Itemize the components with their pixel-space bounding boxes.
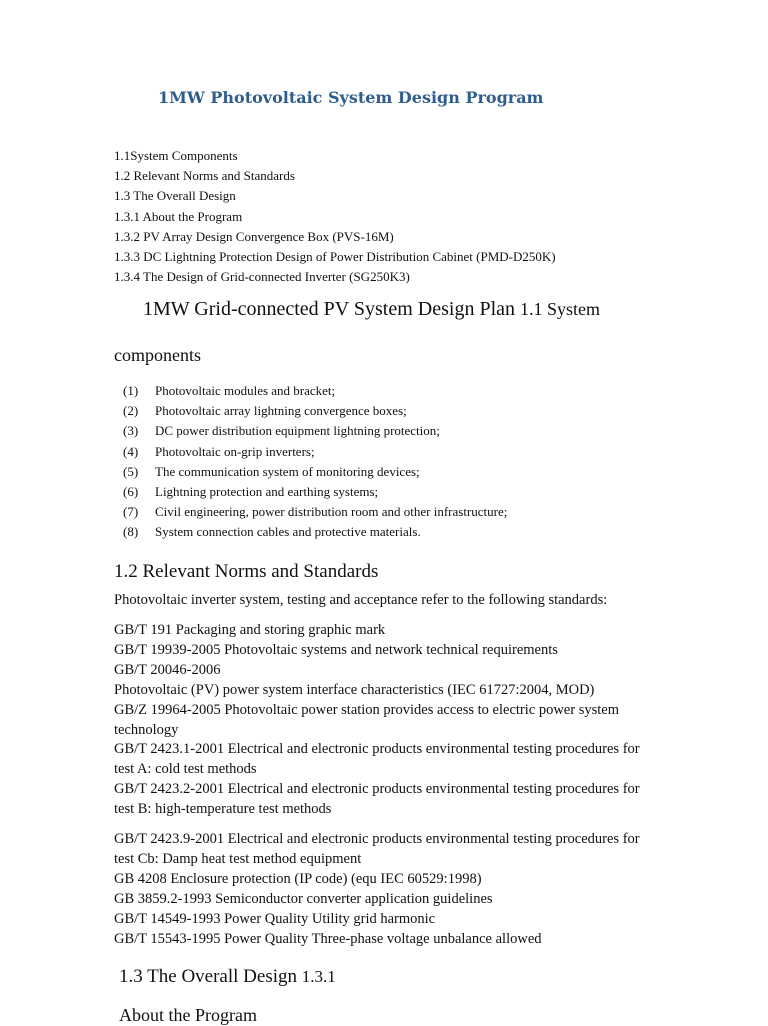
list-item	[123, 381, 507, 401]
toc-item: 1.1System Components	[114, 148, 238, 163]
document-title: 1MW Photovoltaic System Design Program	[158, 88, 544, 107]
plan-heading-sub: 1.1 System	[520, 299, 601, 319]
table-of-contents	[114, 146, 556, 287]
list-item-number: (4)	[123, 443, 139, 459]
plan-heading-continuation: components	[114, 345, 201, 365]
plan-heading-main: 1MW Grid-connected PV System Design Plan	[143, 298, 521, 320]
list-item	[123, 462, 507, 482]
list-item-text: DC power distribution equipment lightning protection;	[155, 423, 440, 439]
standard-item: GB/T 2423.9-2001 Electrical and electronic products environmental testing procedures for test Cb: Damp heat test method equipment	[114, 831, 640, 867]
standard-item: GB 3859.2-1993 Semiconductor converter application guidelines	[114, 890, 493, 907]
list-item-number: (1)	[123, 383, 139, 398]
list-item	[123, 442, 507, 462]
standard-item: GB/T 19939-2005 Photovoltaic systems and network technical requirements	[114, 641, 558, 658]
toc-item: 1.3 The Overall Design	[114, 188, 236, 204]
standard-item: GB/T 2423.2-2001 Electrical and electronic products environmental testing procedures for test B: high-temperature test methods	[114, 781, 640, 818]
section-heading-sub: 1.3.1	[301, 967, 336, 986]
list-item-number: (5)	[123, 463, 139, 479]
list-item	[123, 502, 507, 522]
plan-heading	[143, 298, 600, 321]
toc-item: 1.2 Relevant Norms and Standards	[114, 168, 295, 184]
section-heading: 1.2 Relevant Norms and Standards	[114, 561, 379, 582]
section-intro: Photovoltaic inverter system, testing and acceptance refer to the following standards:	[114, 592, 608, 608]
standards-list	[114, 621, 654, 950]
toc-item: 1.3.2 PV Array Design Convergence Box (PVS-16M)	[114, 228, 394, 244]
toc-item: 1.3.4 The Design of Grid-connected Inverter (SG250K3)	[114, 269, 410, 285]
list-item-text: The communication system of monitoring devices;	[155, 463, 420, 479]
standard-item: GB/Z 19964-2005 Photovoltaic power station provides access to electric power system technology	[114, 701, 619, 738]
list-item-number: (2)	[123, 403, 139, 419]
list-item-number: (8)	[123, 524, 139, 540]
list-item-number: (6)	[123, 484, 139, 500]
section-heading-main: 1.3 The Overall Design	[119, 966, 302, 987]
subsection-heading: About the Program	[119, 1005, 257, 1025]
toc-item: 1.3.1 About the Program	[114, 208, 243, 224]
list-item-number: (3)	[123, 423, 139, 439]
standard-item: Photovoltaic (PV) power system interface characteristics (IEC 61727:2004, MOD)	[114, 681, 595, 698]
list-item	[123, 421, 507, 441]
list-item	[123, 522, 507, 542]
list-item-text: Photovoltaic modules and bracket;	[155, 383, 336, 398]
list-item-text: Photovoltaic on-grip inverters;	[155, 443, 315, 459]
list-item	[123, 401, 507, 421]
standard-item: GB/T 2423.1-2001 Electrical and electronic products environmental testing procedures for test A: cold test methods	[114, 741, 640, 778]
standard-item: GB/T 20046-2006	[114, 661, 221, 678]
section-heading	[119, 966, 336, 988]
components-list	[123, 381, 507, 543]
list-item-text: Civil engineering, power distribution room and other infrastructure;	[155, 504, 508, 520]
standard-item: GB/T 14549-1993 Power Quality Utility grid harmonic	[114, 910, 436, 927]
list-item-text: System connection cables and protective materials.	[155, 524, 421, 540]
toc-item: 1.3.3 DC Lightning Protection Design of Power Distribution Cabinet (PMD-D250K)	[114, 249, 556, 265]
list-item-text: Photovoltaic array lightning convergence boxes;	[155, 403, 407, 419]
list-item-number: (7)	[123, 504, 139, 520]
standard-item: GB/T 15543-1995 Power Quality Three-phase voltage unbalance allowed	[114, 930, 542, 947]
standard-item: GB 4208 Enclosure protection (IP code) (equ IEC 60529:1998)	[114, 870, 482, 887]
list-item	[123, 482, 507, 502]
standard-item: GB/T 191 Packaging and storing graphic mark	[114, 622, 386, 638]
list-item-text: Lightning protection and earthing systems;	[155, 484, 379, 500]
